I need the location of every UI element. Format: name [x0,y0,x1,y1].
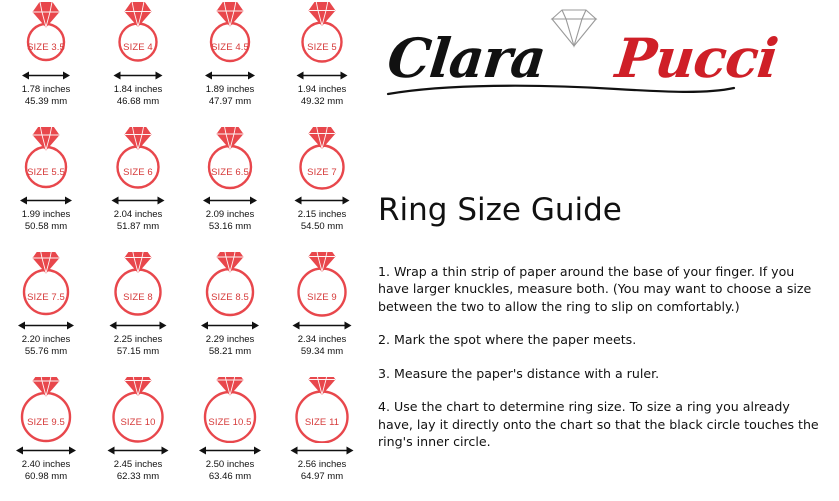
measurement-mm: 50.58 mm [24,220,68,232]
measurement-inches: 2.20 inches [21,334,71,345]
diameter-arrow-icon [8,319,84,332]
ring-size-label: SIZE 7 [307,167,337,178]
measurement-mm: 45.39 mm [24,95,68,107]
ring-measurements [206,84,255,107]
ring-size-cell[interactable] [0,250,92,375]
brand-name-first: Clara [384,26,549,90]
measurement-inches: 1.78 inches [21,84,71,95]
logo-underline-swash [386,82,736,98]
ring-measurements [206,334,255,357]
ring-size-label: SIZE 11 [304,417,340,428]
ring-size-label: SIZE 4 [123,42,153,53]
ring-size-cell[interactable] [92,375,184,500]
measurement-mm: 49.32 mm [300,95,344,107]
ring-illustration [192,377,268,443]
measurement-mm: 59.34 mm [300,345,344,357]
ring-size-label: SIZE 7.5 [27,292,65,303]
measurement-mm: 57.15 mm [116,345,160,357]
diameter-arrow-icon [192,69,268,82]
instruction-step: 3. Measure the paper's distance with a ruler. [378,365,660,381]
ring-size-cell[interactable] [0,0,92,125]
ring-illustration [284,252,360,318]
measurement-mm: 62.33 mm [116,470,160,482]
measurement-mm: 46.68 mm [116,95,160,107]
ring-illustration [8,252,84,318]
ring-size-cell[interactable] [92,125,184,250]
ring-measurements [206,459,255,482]
measurement-mm: 63.46 mm [208,470,252,482]
ring-size-label: SIZE 8.5 [211,292,249,303]
instruction-step: 2. Mark the spot where the paper meets. [378,332,637,348]
ring-size-cell[interactable] [184,125,276,250]
ring-size-label: SIZE 5 [307,42,337,53]
instruction-steps [378,250,828,467]
ring-size-cell[interactable] [276,125,368,250]
diameter-arrow-icon [8,444,84,457]
ring-size-label: SIZE 6.5 [211,167,249,178]
ring-illustration [8,127,84,193]
brand-name-second: Pucci [612,26,781,90]
ring-measurements [298,209,347,232]
ring-illustration [192,2,268,68]
page-title: Ring Size Guide [378,192,622,228]
ring-size-cell[interactable] [0,375,92,500]
measurement-inches: 2.25 inches [113,334,163,345]
measurement-inches: 2.45 inches [113,459,163,470]
instruction-step: 4. Use the chart to determine ring size. To size a ring you already have, lay it directly onto the chart so that the black circle touches the ring's inner circle. [378,399,819,450]
measurement-mm: 51.87 mm [116,220,160,232]
ring-size-label: SIZE 9.5 [27,417,65,428]
measurement-mm: 64.97 mm [300,470,344,482]
measurement-mm: 58.21 mm [208,345,252,357]
ring-measurements [22,459,71,482]
ring-illustration [8,377,84,443]
ring-measurements [298,84,347,107]
guide-panel [368,0,839,501]
diameter-arrow-icon [100,69,176,82]
measurement-inches: 1.84 inches [113,84,163,95]
ring-illustration [100,2,176,68]
ring-measurements [22,334,71,357]
diameter-arrow-icon [284,194,360,207]
ring-illustration [100,127,176,193]
ring-size-label: SIZE 8 [123,292,153,303]
measurement-inches: 1.94 inches [297,84,347,95]
measurement-inches: 2.09 inches [205,209,255,220]
ring-size-cell[interactable] [276,0,368,125]
ring-illustration [284,127,360,193]
brand-logo [378,4,833,104]
ring-size-label: SIZE 5.5 [27,167,65,178]
ring-size-label: SIZE 3.5 [27,42,65,53]
ring-size-label: SIZE 6 [123,167,153,178]
diameter-arrow-icon [100,319,176,332]
ring-illustration [100,252,176,318]
instruction-step: 1. Wrap a thin strip of paper around the base of your finger. If you have larger knuckles, measure both. (You may want to choose a size between the two to allow the ring to slip on comfortably.) [378,263,812,314]
diameter-arrow-icon [8,194,84,207]
ring-illustration [192,127,268,193]
ring-size-cell[interactable] [0,125,92,250]
ring-measurements [298,459,347,482]
ring-size-cell[interactable] [92,250,184,375]
diameter-arrow-icon [284,69,360,82]
diameter-arrow-icon [100,194,176,207]
ring-measurements [114,459,163,482]
measurement-mm: 53.16 mm [208,220,252,232]
ring-measurements [22,84,71,107]
diamond-icon [542,6,606,48]
ring-illustration [284,377,360,443]
ring-size-label: SIZE 4.5 [211,42,249,53]
ring-measurements [298,334,347,357]
ring-size-chart [0,0,368,501]
ring-size-label: SIZE 10.5 [208,417,252,428]
diameter-arrow-icon [8,69,84,82]
ring-size-cell[interactable] [276,375,368,500]
measurement-inches: 1.99 inches [21,209,71,220]
ring-illustration [100,377,176,443]
ring-measurements [114,84,163,107]
ring-size-label: SIZE 9 [307,292,337,303]
ring-size-cell[interactable] [92,0,184,125]
measurement-inches: 1.89 inches [205,84,255,95]
measurement-mm: 60.98 mm [24,470,68,482]
ring-size-cell[interactable] [184,250,276,375]
diameter-arrow-icon [192,319,268,332]
ring-size-cell[interactable] [184,0,276,125]
ring-illustration [192,252,268,318]
measurement-inches: 2.50 inches [205,459,255,470]
measurement-mm: 55.76 mm [24,345,68,357]
measurement-inches: 2.40 inches [21,459,71,470]
ring-measurements [114,209,163,232]
measurement-inches: 2.56 inches [297,459,347,470]
measurement-inches: 2.34 inches [297,334,347,345]
ring-illustration [284,2,360,68]
diameter-arrow-icon [192,444,268,457]
ring-grid [0,0,368,500]
ring-measurements [206,209,255,232]
ring-size-label: SIZE 10 [120,417,156,428]
measurement-inches: 2.04 inches [113,209,163,220]
measurement-mm: 47.97 mm [208,95,252,107]
diameter-arrow-icon [284,444,360,457]
diameter-arrow-icon [284,319,360,332]
measurement-inches: 2.29 inches [205,334,255,345]
ring-measurements [114,334,163,357]
ring-measurements [22,209,71,232]
diameter-arrow-icon [192,194,268,207]
measurement-mm: 54.50 mm [300,220,344,232]
diameter-arrow-icon [100,444,176,457]
ring-size-cell[interactable] [184,375,276,500]
measurement-inches: 2.15 inches [297,209,347,220]
ring-illustration [8,2,84,68]
ring-size-cell[interactable] [276,250,368,375]
